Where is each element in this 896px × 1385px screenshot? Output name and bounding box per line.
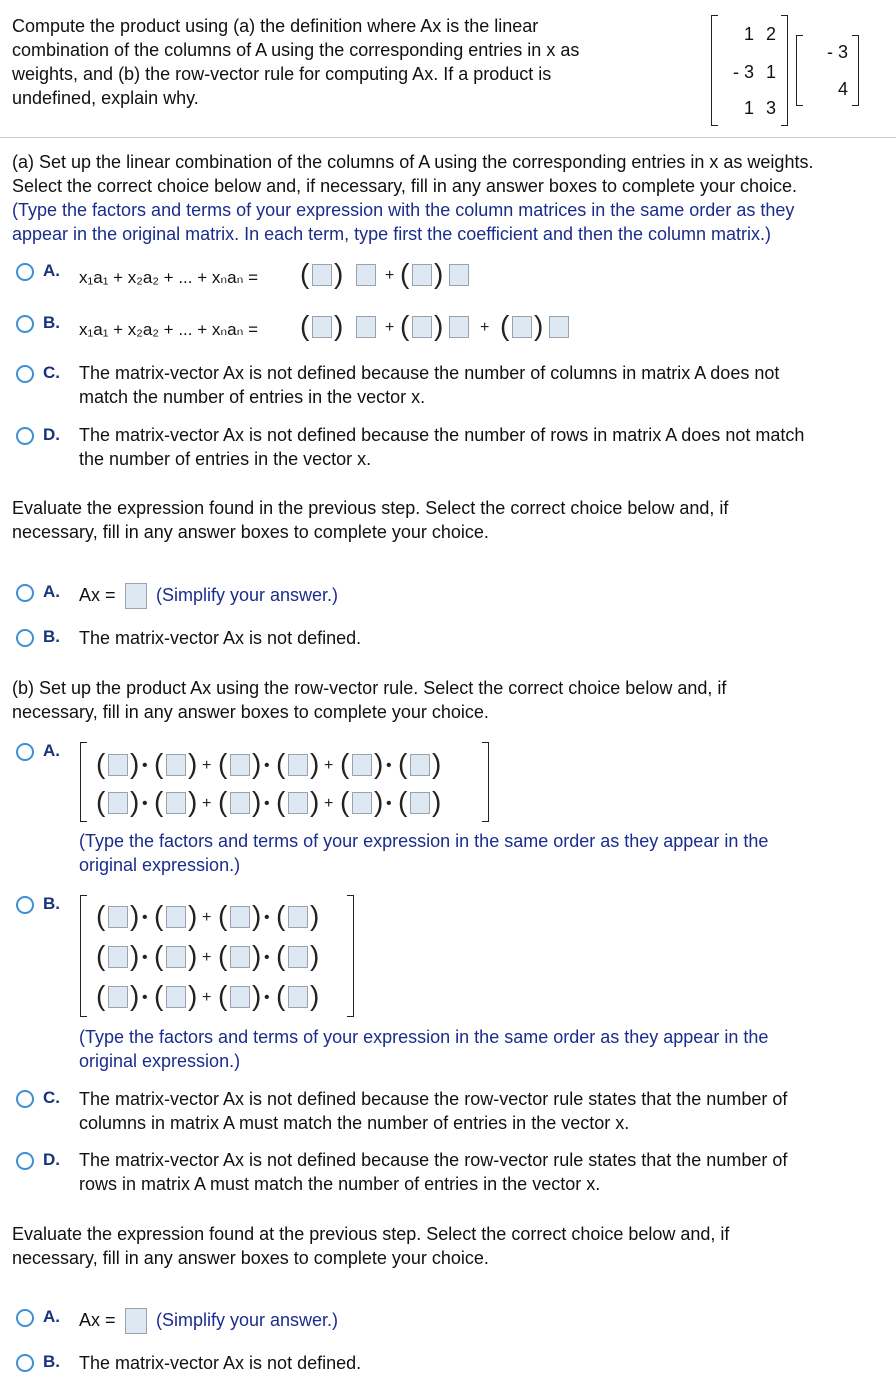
open-paren: ( bbox=[154, 940, 164, 971]
evaluate-prompt: necessary, fill in any answer boxes to complete your choice. bbox=[12, 1248, 489, 1268]
open-paren: ( bbox=[96, 900, 106, 931]
answer-box[interactable] bbox=[108, 792, 128, 814]
close-paren: ) bbox=[434, 258, 444, 289]
ax-label: Ax = bbox=[79, 1310, 116, 1330]
hint-text: original expression.) bbox=[79, 1051, 241, 1071]
open-paren: ( bbox=[300, 258, 310, 289]
matrix-a-entry: 2 bbox=[765, 24, 776, 44]
matrix-a-left-bracket bbox=[711, 15, 718, 126]
answer-box[interactable] bbox=[166, 906, 186, 928]
close-paren: ) bbox=[310, 748, 320, 779]
answer-box[interactable] bbox=[288, 906, 308, 928]
hint-text: original expression.) bbox=[79, 855, 241, 875]
answer-box[interactable] bbox=[108, 906, 128, 928]
plus-sign: + bbox=[324, 757, 334, 774]
choice-letter: B. bbox=[43, 627, 60, 646]
matrix-a-entry: 1 bbox=[743, 24, 754, 44]
linear-combination-formula: x₁a₁ + x₂a₂ + ... + xₙaₙ = bbox=[79, 320, 259, 339]
close-paren: ) bbox=[374, 748, 384, 779]
choice-letter: B. bbox=[43, 313, 60, 332]
radio-button[interactable] bbox=[16, 1152, 34, 1170]
matrix-a-entry: 1 bbox=[743, 98, 754, 118]
open-paren: ( bbox=[276, 786, 286, 817]
plus-sign: + bbox=[385, 319, 395, 336]
dot-operator: • bbox=[264, 949, 270, 966]
close-paren: ) bbox=[432, 786, 442, 817]
problem-line: combination of the columns of A using the corresponding entries in x as bbox=[12, 40, 580, 60]
close-paren: ) bbox=[434, 310, 444, 341]
answer-box[interactable] bbox=[412, 264, 432, 286]
choice-letter: D. bbox=[43, 1150, 60, 1169]
radio-button[interactable] bbox=[16, 1090, 34, 1108]
dot-operator: • bbox=[264, 909, 270, 926]
close-paren: ) bbox=[130, 940, 140, 971]
open-paren: ( bbox=[300, 310, 310, 341]
radio-button[interactable] bbox=[16, 365, 34, 383]
answer-box[interactable] bbox=[230, 946, 250, 968]
open-paren: ( bbox=[218, 786, 228, 817]
answer-box[interactable] bbox=[288, 792, 308, 814]
plus-sign: + bbox=[202, 909, 212, 926]
choice-text: The matrix-vector Ax is not defined. bbox=[79, 1353, 362, 1373]
choice-letter: C. bbox=[43, 363, 60, 382]
answer-box[interactable] bbox=[549, 316, 569, 338]
radio-button[interactable] bbox=[16, 896, 34, 914]
choice-letter: A. bbox=[43, 261, 60, 280]
problem-line: undefined, explain why. bbox=[12, 88, 199, 108]
close-paren: ) bbox=[374, 786, 384, 817]
dot-operator: • bbox=[142, 795, 148, 812]
open-paren: ( bbox=[340, 748, 350, 779]
matrix-a-entry: - 3 bbox=[732, 62, 754, 82]
close-paren: ) bbox=[252, 900, 262, 931]
close-paren: ) bbox=[252, 980, 262, 1011]
open-paren: ( bbox=[218, 980, 228, 1011]
open-paren: ( bbox=[500, 310, 510, 341]
plus-sign: + bbox=[202, 757, 212, 774]
simplify-hint: (Simplify your answer.) bbox=[156, 585, 339, 605]
dot-operator: • bbox=[142, 757, 148, 774]
open-paren: ( bbox=[398, 748, 408, 779]
answer-box[interactable] bbox=[108, 986, 128, 1008]
matrix-a-entry: 3 bbox=[765, 98, 776, 118]
matrix-a-right-bracket bbox=[781, 15, 788, 126]
part-a-hint: appear in the original matrix. In each term, type first the coefficient and then the column matrix.) bbox=[12, 224, 772, 244]
close-paren: ) bbox=[432, 748, 442, 779]
close-paren: ) bbox=[310, 940, 320, 971]
answer-box[interactable] bbox=[352, 754, 372, 776]
close-paren: ) bbox=[188, 748, 198, 779]
answer-box[interactable] bbox=[230, 906, 250, 928]
answer-box[interactable] bbox=[412, 316, 432, 338]
vector-x-entry: - 3 bbox=[826, 42, 848, 62]
radio-button[interactable] bbox=[16, 743, 34, 761]
open-paren: ( bbox=[154, 900, 164, 931]
problem-line: weights, and (b) the row-vector rule for computing Ax. If a product is bbox=[12, 64, 552, 84]
radio-button[interactable] bbox=[16, 629, 34, 647]
dot-operator: • bbox=[264, 989, 270, 1006]
dot-operator: • bbox=[264, 757, 270, 774]
answer-box[interactable] bbox=[288, 754, 308, 776]
evaluate-prompt: necessary, fill in any answer boxes to complete your choice. bbox=[12, 522, 489, 542]
choice-text: The matrix-vector Ax is not defined because the number of rows in matrix A does not match bbox=[79, 425, 805, 445]
answer-box[interactable] bbox=[108, 754, 128, 776]
open-paren: ( bbox=[276, 980, 286, 1011]
dot-operator: • bbox=[386, 795, 392, 812]
left-bracket bbox=[80, 895, 87, 1017]
close-paren: ) bbox=[310, 786, 320, 817]
close-paren: ) bbox=[130, 900, 140, 931]
vector-x-entry: 4 bbox=[837, 79, 848, 99]
radio-button[interactable] bbox=[16, 427, 34, 445]
close-paren: ) bbox=[534, 310, 544, 341]
open-paren: ( bbox=[218, 900, 228, 931]
evaluate-prompt: Evaluate the expression found in the previous step. Select the correct choice below and, if bbox=[12, 498, 729, 518]
close-paren: ) bbox=[188, 980, 198, 1011]
open-paren: ( bbox=[218, 940, 228, 971]
open-paren: ( bbox=[276, 748, 286, 779]
hint-text: (Type the factors and terms of your expression in the same order as they appear in the bbox=[79, 831, 769, 851]
dot-operator: • bbox=[264, 795, 270, 812]
plus-sign: + bbox=[324, 795, 334, 812]
choice-letter: B. bbox=[43, 1352, 60, 1371]
evaluate-prompt: Evaluate the expression found at the previous step. Select the correct choice below and, if bbox=[12, 1224, 730, 1244]
plus-sign: + bbox=[385, 267, 395, 284]
choice-letter: C. bbox=[43, 1088, 60, 1107]
open-paren: ( bbox=[400, 258, 410, 289]
open-paren: ( bbox=[218, 748, 228, 779]
choice-text: rows in matrix A must match the number of entries in the vector x. bbox=[79, 1174, 601, 1194]
answer-box[interactable] bbox=[410, 754, 430, 776]
right-bracket bbox=[482, 742, 489, 822]
answer-box[interactable] bbox=[166, 946, 186, 968]
answer-box[interactable] bbox=[125, 583, 147, 609]
close-paren: ) bbox=[334, 258, 344, 289]
simplify-hint: (Simplify your answer.) bbox=[156, 1310, 339, 1330]
close-paren: ) bbox=[252, 786, 262, 817]
choice-text: match the number of entries in the vector x. bbox=[79, 387, 426, 407]
choice-letter: A. bbox=[43, 1307, 60, 1326]
radio-button[interactable] bbox=[16, 263, 34, 281]
part-a-prompt: Select the correct choice below and, if necessary, fill in any answer boxes to complete your choice. bbox=[12, 176, 798, 196]
open-paren: ( bbox=[96, 748, 106, 779]
radio-button[interactable] bbox=[16, 315, 34, 333]
answer-box[interactable] bbox=[312, 264, 332, 286]
close-paren: ) bbox=[310, 980, 320, 1011]
plus-sign: + bbox=[202, 795, 212, 812]
answer-box[interactable] bbox=[356, 316, 376, 338]
answer-box[interactable] bbox=[166, 754, 186, 776]
divider bbox=[0, 137, 896, 138]
close-paren: ) bbox=[334, 310, 344, 341]
open-paren: ( bbox=[96, 940, 106, 971]
plus-sign: + bbox=[202, 949, 212, 966]
ax-label: Ax = bbox=[79, 585, 116, 605]
answer-box[interactable] bbox=[449, 264, 469, 286]
answer-box[interactable] bbox=[108, 946, 128, 968]
close-paren: ) bbox=[188, 786, 198, 817]
open-paren: ( bbox=[96, 786, 106, 817]
close-paren: ) bbox=[310, 900, 320, 931]
open-paren: ( bbox=[154, 748, 164, 779]
dot-operator: • bbox=[142, 949, 148, 966]
dot-operator: • bbox=[142, 909, 148, 926]
plus-sign: + bbox=[480, 319, 490, 336]
close-paren: ) bbox=[130, 748, 140, 779]
linear-combination-formula: x₁a₁ + x₂a₂ + ... + xₙaₙ = bbox=[79, 268, 259, 287]
answer-box[interactable] bbox=[230, 986, 250, 1008]
matrix-a-entry: 1 bbox=[765, 62, 776, 82]
open-paren: ( bbox=[154, 786, 164, 817]
answer-box[interactable] bbox=[230, 792, 250, 814]
close-paren: ) bbox=[188, 940, 198, 971]
dot-operator: • bbox=[142, 989, 148, 1006]
hint-text: (Type the factors and terms of your expression in the same order as they appear in the bbox=[79, 1027, 769, 1047]
left-bracket bbox=[80, 742, 87, 822]
close-paren: ) bbox=[130, 980, 140, 1011]
answer-box[interactable] bbox=[352, 792, 372, 814]
open-paren: ( bbox=[154, 980, 164, 1011]
choice-text: columns in matrix A must match the number of entries in the vector x. bbox=[79, 1113, 630, 1133]
choice-letter: A. bbox=[43, 741, 60, 760]
close-paren: ) bbox=[252, 748, 262, 779]
answer-box[interactable] bbox=[230, 754, 250, 776]
right-bracket bbox=[347, 895, 354, 1017]
choice-text: The matrix-vector Ax is not defined because the number of columns in matrix A does not bbox=[79, 363, 780, 383]
answer-box[interactable] bbox=[356, 264, 376, 286]
open-paren: ( bbox=[276, 900, 286, 931]
open-paren: ( bbox=[400, 310, 410, 341]
answer-box[interactable] bbox=[288, 946, 308, 968]
answer-box[interactable] bbox=[125, 1308, 147, 1334]
part-b-prompt: (b) Set up the product Ax using the row-vector rule. Select the correct choice below and, if bbox=[12, 678, 727, 698]
answer-box[interactable] bbox=[166, 792, 186, 814]
vector-x-right-bracket bbox=[852, 35, 859, 106]
open-paren: ( bbox=[96, 980, 106, 1011]
answer-box[interactable] bbox=[166, 986, 186, 1008]
answer-box[interactable] bbox=[312, 316, 332, 338]
answer-box[interactable] bbox=[449, 316, 469, 338]
choice-text: The matrix-vector Ax is not defined. bbox=[79, 628, 362, 648]
answer-box[interactable] bbox=[512, 316, 532, 338]
close-paren: ) bbox=[188, 900, 198, 931]
radio-button[interactable] bbox=[16, 1309, 34, 1327]
choice-letter: B. bbox=[43, 894, 60, 913]
choice-letter: D. bbox=[43, 425, 60, 444]
part-a-prompt: (a) Set up the linear combination of the columns of A using the corresponding entries in x as weights. bbox=[12, 152, 814, 172]
radio-button[interactable] bbox=[16, 1354, 34, 1372]
dot-operator: • bbox=[386, 757, 392, 774]
part-a-hint: (Type the factors and terms of your expression with the column matrices in the same order as they bbox=[12, 200, 795, 220]
problem-line: Compute the product using (a) the definition where Ax is the linear bbox=[12, 16, 539, 36]
choice-text: the number of entries in the vector x. bbox=[79, 449, 372, 469]
open-paren: ( bbox=[276, 940, 286, 971]
choice-text: The matrix-vector Ax is not defined because the row-vector rule states that the number of bbox=[79, 1089, 788, 1109]
radio-button[interactable] bbox=[16, 584, 34, 602]
open-paren: ( bbox=[398, 786, 408, 817]
vector-x-left-bracket bbox=[796, 35, 803, 106]
plus-sign: + bbox=[202, 989, 212, 1006]
close-paren: ) bbox=[252, 940, 262, 971]
open-paren: ( bbox=[340, 786, 350, 817]
answer-box[interactable] bbox=[288, 986, 308, 1008]
answer-box[interactable] bbox=[410, 792, 430, 814]
close-paren: ) bbox=[130, 786, 140, 817]
choice-text: The matrix-vector Ax is not defined because the row-vector rule states that the number of bbox=[79, 1150, 788, 1170]
part-b-prompt: necessary, fill in any answer boxes to complete your choice. bbox=[12, 702, 489, 722]
choice-letter: A. bbox=[43, 582, 60, 601]
